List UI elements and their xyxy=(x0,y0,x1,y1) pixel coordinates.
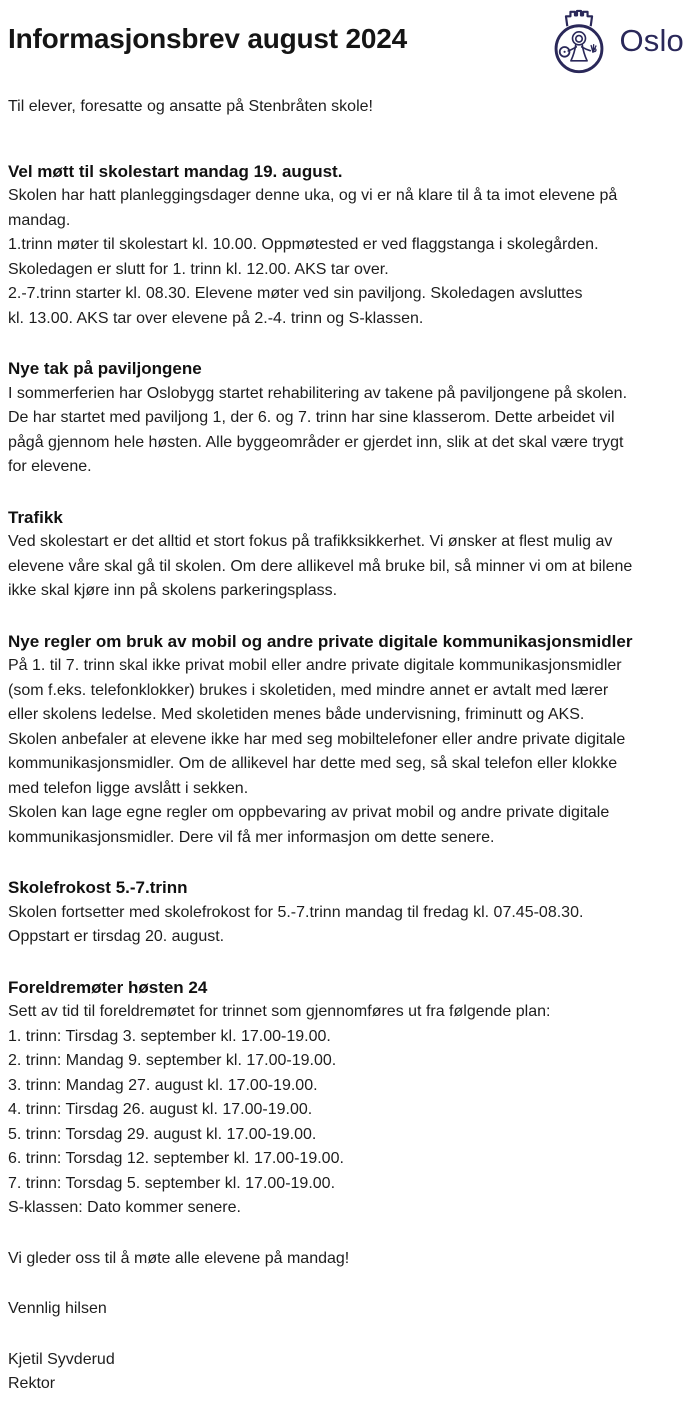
schedule-item: 3. trinn: Mandag 27. august kl. 17.00-19.00. xyxy=(8,1076,318,1094)
text-line: elevene våre skal gå til skolen. Om dere allikevel må bruke bil, så minner vi om at bilene xyxy=(8,557,633,575)
signature-role: Rektor xyxy=(8,1375,56,1392)
schedule-item: 6. trinn: Torsdag 12. september kl. 17.00-19.00. xyxy=(8,1150,344,1167)
section-heading: Nye tak på paviljongene xyxy=(8,359,202,378)
text-line: Skolen fortsetter med skolefrokost for 5.-7.trinn mandag til fredag kl. 07.45-08.30. xyxy=(8,903,584,921)
section-heading: Vel møtt til skolestart mandag 19. august. xyxy=(8,161,343,181)
closing-regards: Vennlig hilsen xyxy=(8,1300,107,1317)
text-line: kl. 13.00. AKS tar over elevene på 2.-4. trinn og S-klassen. xyxy=(8,309,424,327)
text-line: 2.-7.trinn starter kl. 08.30. Elevene møter ved sin paviljong. Skoledagen avsluttes xyxy=(8,285,583,302)
schedule-item: 7. trinn: Torsdag 5. september kl. 17.00-19.00. xyxy=(8,1174,336,1192)
section-foreldremoter xyxy=(8,976,684,1221)
salutation: Til elever, foresatte og ansatte på Stenbråten skole! xyxy=(8,98,373,115)
text-line: Skolen kan lage egne regler om oppbevaring av privat mobil og andre private digitale xyxy=(8,804,610,821)
text-line: Skolen anbefaler at elevene ikke har med seg mobiltelefoner eller andre private digitale xyxy=(8,730,626,748)
text-line: pågå gjennom hele høsten. Alle byggeområder er gjerdet inn, slik at det skal være trygt xyxy=(8,433,624,451)
text-line: Skolen har hatt planleggingsdager denne uka, og vi er nå klare til å ta imot elevene på xyxy=(8,187,618,204)
page-title: Informasjonsbrev august 2024 xyxy=(8,23,407,54)
section-skolestart xyxy=(8,160,684,332)
text-line: (som f.eks. telefonklokker) brukes i skoletiden, med mindre annet er avtalt med lærer xyxy=(8,681,609,699)
closing-message: Vi gleder oss til å møte alle elevene på mandag! xyxy=(8,1249,350,1267)
text-line: eller skolens ledelse. Med skoletiden menes både undervisning, friminutt og AKS. xyxy=(8,706,585,723)
text-line: Skoledagen er slutt for 1. trinn kl. 12.00. AKS tar over. xyxy=(8,260,389,278)
text-line: ikke skal kjøre inn på skolens parkeringsplass. xyxy=(8,582,338,599)
section-skolefrokost xyxy=(8,876,684,950)
schedule-item: 1. trinn: Tirsdag 3. september kl. 17.00-19.00. xyxy=(8,1027,331,1045)
section-heading: Skolefrokost 5.-7.trinn xyxy=(8,878,188,897)
text-line: I sommerferien har Oslobygg startet rehabilitering av takene på paviljongene på skolen. xyxy=(8,384,628,402)
text-line: Ved skolestart er det alltid et stort fokus på trafikksikkerhet. Vi ønsker at flest mulig av xyxy=(8,533,613,550)
schedule-item: 4. trinn: Tirsdag 26. august kl. 17.00-19.00. xyxy=(8,1101,313,1118)
text-line: På 1. til 7. trinn skal ikke privat mobil eller andre private digitale kommunikasjonsmidler xyxy=(8,657,622,674)
text-line: kommunikasjonsmidler. Om de allikevel har dette med seg, så skal telefon eller klokke xyxy=(8,755,618,772)
text-line: Sett av tid til foreldremøtet for trinnet som gjennomføres ut fra følgende plan: xyxy=(8,1003,551,1020)
text-line: Oppstart er tirsdag 20. august. xyxy=(8,928,225,945)
schedule-item: 2. trinn: Mandag 9. september kl. 17.00-19.00. xyxy=(8,1052,337,1069)
text-line: mandag. xyxy=(8,211,71,229)
text-line: med telefon ligge avslått i sekken. xyxy=(8,779,249,797)
text-line: kommunikasjonsmidler. Dere vil få mer informasjon om dette senere. xyxy=(8,828,495,846)
text-line: for elevene. xyxy=(8,458,92,475)
schedule-item: S-klassen: Dato kommer senere. xyxy=(8,1199,241,1216)
section-nye-tak xyxy=(8,357,684,480)
text-line: 1.trinn møter til skolestart kl. 10.00. Oppmøtested er ved flaggstanga i skolegården. xyxy=(8,236,599,253)
signature-name: Kjetil Syvderud xyxy=(8,1350,115,1368)
section-mobilregler xyxy=(8,630,684,851)
text-line: De har startet med paviljong 1, der 6. og 7. trinn har sine klasserom. Dette arbeidet vil xyxy=(8,409,615,426)
oslo-seal-icon xyxy=(552,8,606,75)
schedule-item: 5. trinn: Torsdag 29. august kl. 17.00-19.00. xyxy=(8,1125,317,1143)
oslo-wordmark: Oslo xyxy=(619,23,684,59)
section-trafikk xyxy=(8,506,684,604)
section-heading: Foreldremøter høsten 24 xyxy=(8,977,208,997)
header xyxy=(8,6,684,75)
oslo-logo xyxy=(552,6,684,75)
signature xyxy=(8,1348,684,1397)
section-heading: Nye regler om bruk av mobil og andre private digitale kommunikasjonsmidler xyxy=(8,631,633,651)
section-heading: Trafikk xyxy=(8,507,63,527)
